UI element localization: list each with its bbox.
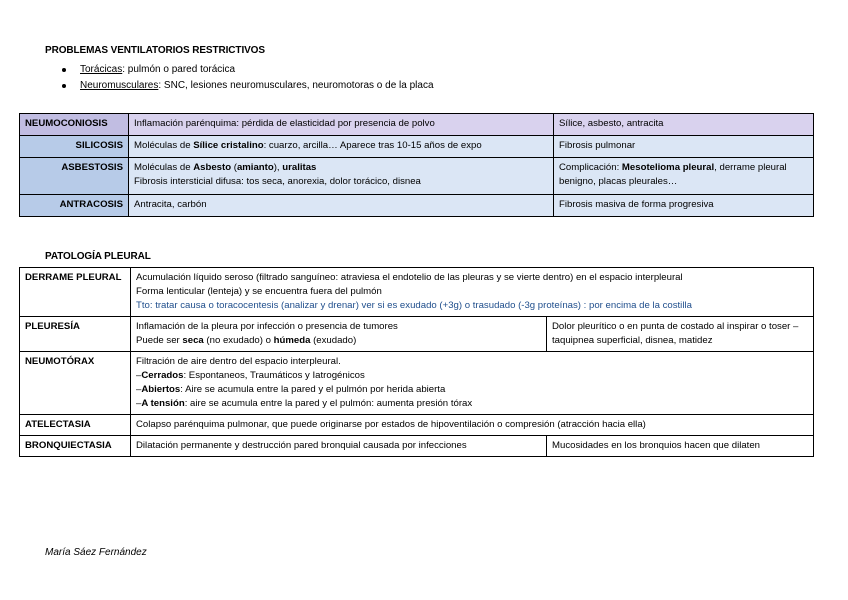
row-key: NEUMOTÓRAX <box>20 352 131 415</box>
row-description: Inflamación parénquima: pérdida de elasticidad por presencia de polvo <box>129 114 554 136</box>
row-extra: Mucosidades en los bronquios hacen que dilaten <box>547 436 814 457</box>
pleural-table <box>19 267 814 457</box>
author-signature: María Sáez Fernández <box>45 547 147 558</box>
row-extra: Sílice, asbesto, antracita <box>554 114 814 136</box>
row-key: ANTRACOSIS <box>20 195 129 217</box>
row-description: Dilatación permanente y destrucción pared bronquial causada por infecciones <box>131 436 547 457</box>
row-key: ASBESTOSIS <box>20 158 129 195</box>
row-extra: Dolor pleurítico o en punta de costado al inspirar o toser – taquipnea superficial, disnea, matidez <box>547 317 814 352</box>
row-description: Colapso parénquima pulmonar, que puede originarse por estados de hipoventilación o compresión (atracción hacia ella) <box>131 415 814 436</box>
row-key: BRONQUIECTASIA <box>20 436 131 457</box>
restrictivos-bullet-list <box>62 62 434 94</box>
table-row <box>20 268 814 317</box>
row-key: NEUMOCONIOSIS <box>20 114 129 136</box>
bullet-item <box>62 78 434 94</box>
row-extra: Complicación: Mesotelioma pleural, derrame pleural benigno, placas pleurales… <box>554 158 814 195</box>
table-row <box>20 436 814 457</box>
row-description: Acumulación líquido seroso (filtrado sanguíneo: atraviesa el endotelio de las pleuras y se vierte dentro) en el espacio interpleural Forma lenticular (lenteja) y se encuentra fuera del pulmón Tto: tratar causa o toracocentesis (analizar y drenar) ver si es exudado (+3g) o trasudado (-3g proteínas) : por encima de la costilla <box>131 268 814 317</box>
table-row <box>20 195 814 217</box>
row-key: PLEURESÍA <box>20 317 131 352</box>
bullet-text: : pulmón o pared torácica <box>122 64 236 75</box>
bullet-term: Torácicas <box>80 64 123 75</box>
row-key: DERRAME PLEURAL <box>20 268 131 317</box>
restrictivos-heading: PROBLEMAS VENTILATORIOS RESTRICTIVOS <box>45 45 265 56</box>
row-description: Filtración de aire dentro del espacio interpleural. –Cerrados: Espontaneos, Traumáticos y Iatrogénicos –Abiertos: Aire se acumula entre la pared y el pulmón por herida abierta –A tensión: aire se acumula entre la pared y el pulmón: aumenta presión tórax <box>131 352 814 415</box>
row-description: Moléculas de Asbesto (amianto), uralitas Fibrosis intersticial difusa: tos seca, anorexia, dolor torácico, disnea <box>129 158 554 195</box>
neumoconiosis-table <box>19 113 814 217</box>
bullet-text: : SNC, lesiones neuromusculares, neuromotoras o de la placa <box>158 80 434 91</box>
row-description: Inflamación de la pleura por infección o presencia de tumores Puede ser seca (no exudado) o húmeda (exudado) <box>131 317 547 352</box>
table-row <box>20 317 814 352</box>
table-row <box>20 158 814 195</box>
row-extra: Fibrosis masiva de forma progresiva <box>554 195 814 217</box>
bullet-term: Neuromusculares <box>80 80 159 91</box>
table-row <box>20 415 814 436</box>
row-description: Antracita, carbón <box>129 195 554 217</box>
table-row <box>20 114 814 136</box>
row-key: SILICOSIS <box>20 136 129 158</box>
bullet-item <box>62 62 434 78</box>
row-extra: Fibrosis pulmonar <box>554 136 814 158</box>
table-row <box>20 352 814 415</box>
pleural-heading: PATOLOGÍA PLEURAL <box>45 251 151 262</box>
row-key: ATELECTASIA <box>20 415 131 436</box>
table-row <box>20 136 814 158</box>
row-description: Moléculas de Sílice cristalino: cuarzo, arcilla… Aparece tras 10-15 años de expo <box>129 136 554 158</box>
